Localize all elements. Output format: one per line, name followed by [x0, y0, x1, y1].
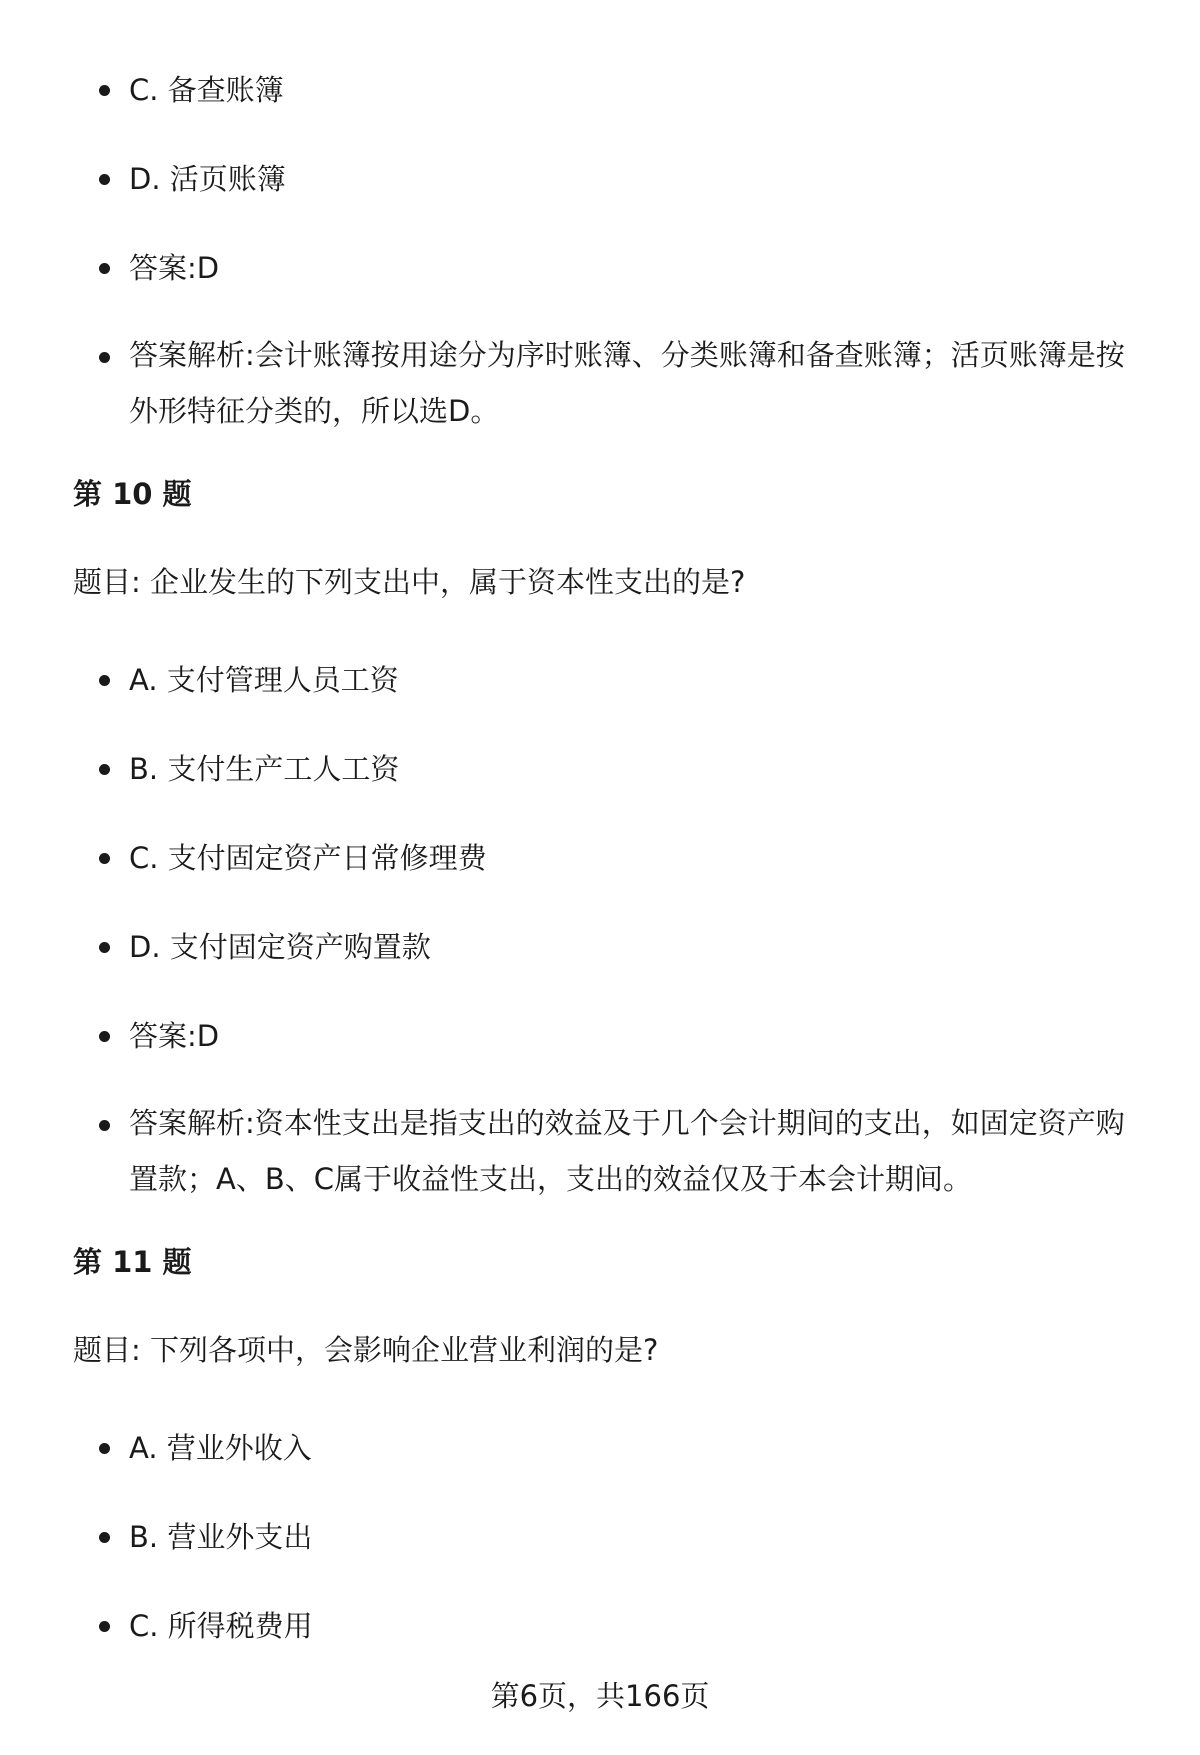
- answer-explanation: 答案解析:会计账簿按用途分为序时账簿、分类账簿和备查账簿；活页账簿是按外形特征分类的，所以选D。: [73, 327, 1153, 439]
- question-11-heading: 第 11 题: [73, 1245, 192, 1279]
- page-content: [73, 60, 1153, 1685]
- option-a: A. 营业外收入: [73, 1418, 1153, 1478]
- option-b: B. 支付生产工人工资: [73, 739, 1153, 799]
- answer-explanation: 答案解析:资本性支出是指支出的效益及于几个会计期间的支出，如固定资产购置款；A、B、C属于收益性支出，支出的效益仅及于本会计期间。: [73, 1095, 1153, 1207]
- answer: 答案:D: [73, 1006, 1153, 1066]
- option-d: D. 支付固定资产购置款: [73, 917, 1153, 977]
- option-b: B. 营业外支出: [73, 1507, 1153, 1567]
- question-11-list: [73, 1418, 1153, 1656]
- question-10-list: [73, 650, 1153, 1207]
- page-number-footer: 第6页，共166页: [490, 1679, 710, 1713]
- option-a: A. 支付管理人员工资: [73, 650, 1153, 710]
- option-d: D. 活页账簿: [73, 149, 1153, 209]
- option-c: C. 备查账簿: [73, 60, 1153, 120]
- answer: 答案:D: [73, 238, 1153, 298]
- q9-continued-list: [73, 60, 1153, 439]
- option-c: C. 所得税费用: [73, 1596, 1153, 1656]
- question-11-text: 题目: 下列各项中，会影响企业营业利润的是?: [73, 1333, 659, 1367]
- question-10-heading: 第 10 题: [73, 477, 192, 511]
- option-c: C. 支付固定资产日常修理费: [73, 828, 1153, 888]
- question-10-text: 题目: 企业发生的下列支出中，属于资本性支出的是?: [73, 565, 746, 599]
